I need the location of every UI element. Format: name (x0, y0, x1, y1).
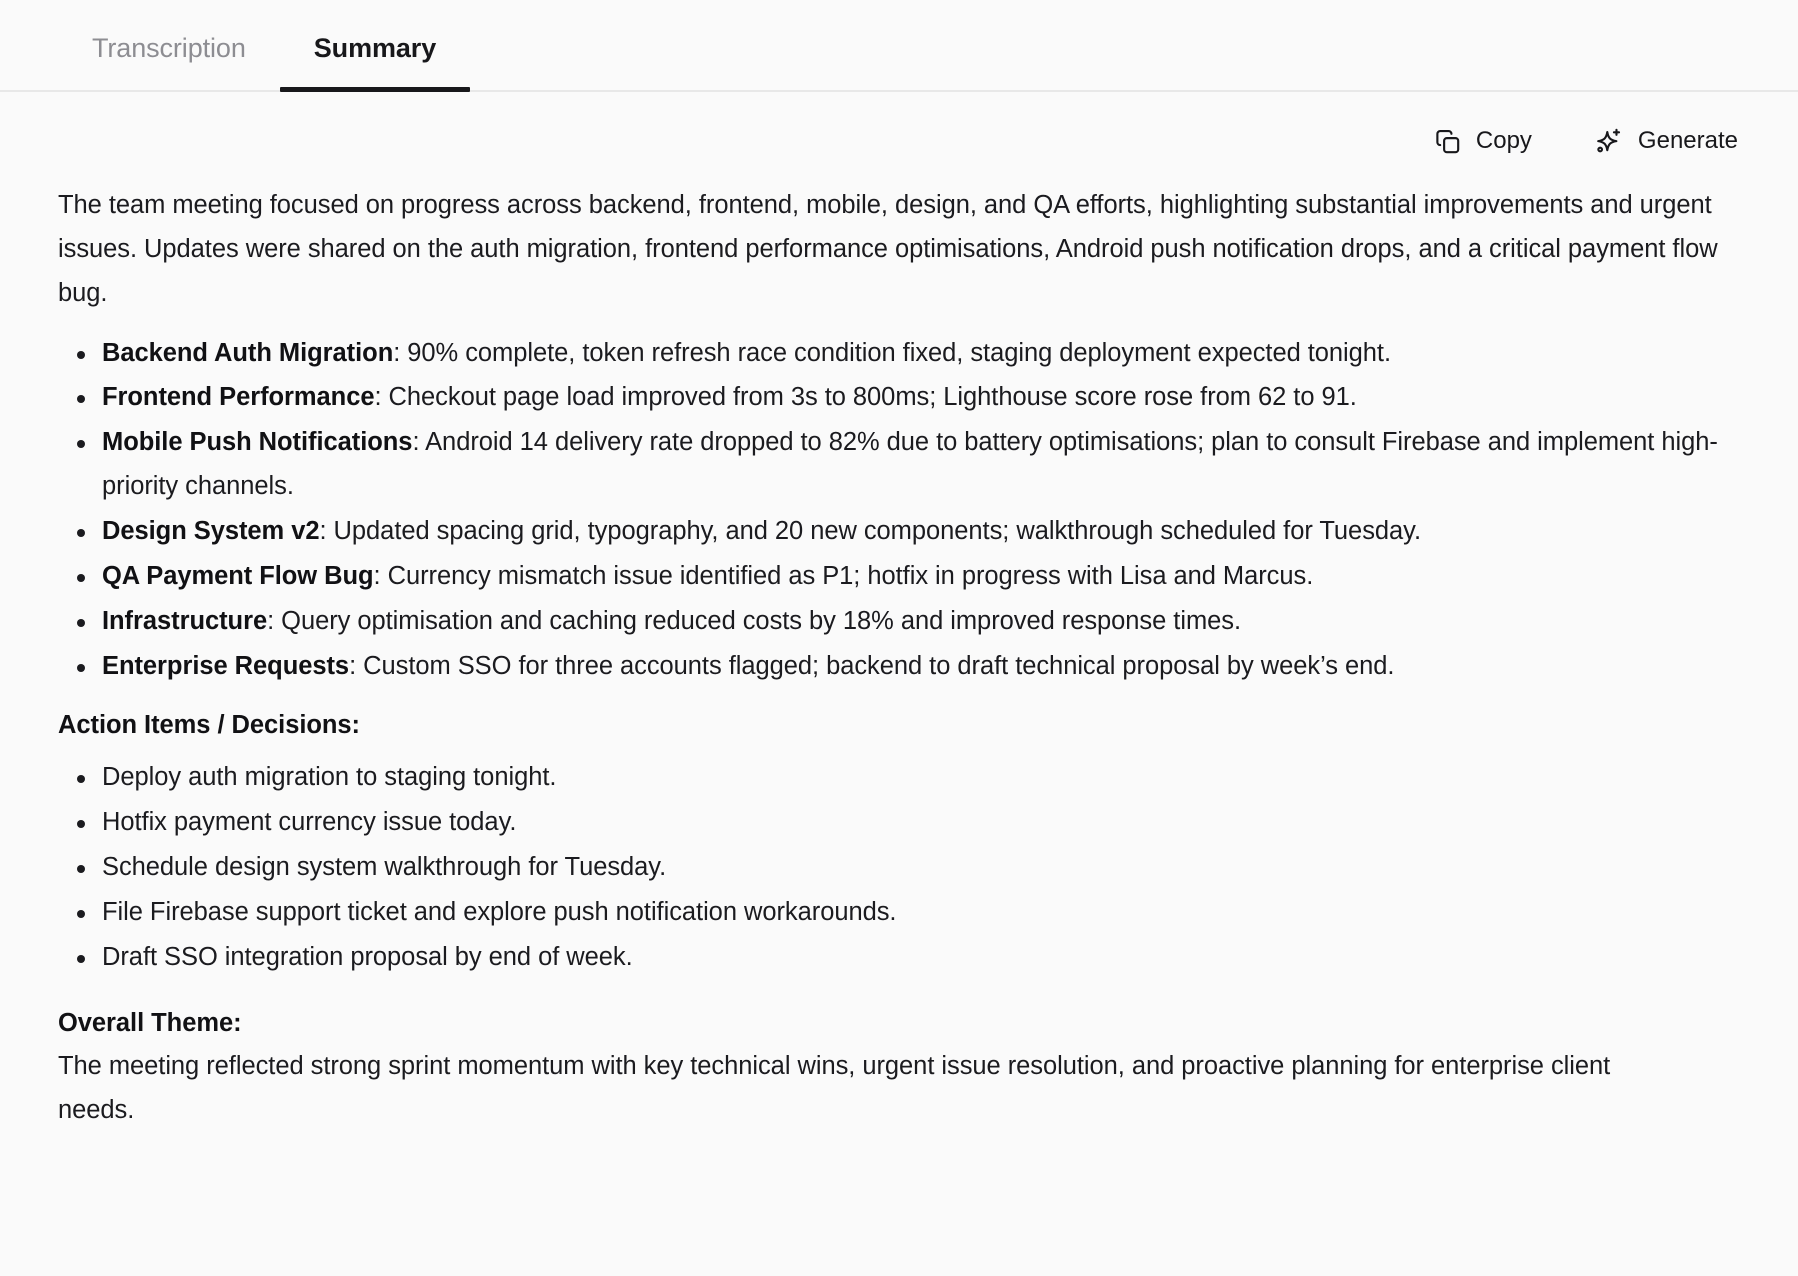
highlight-label: Backend Auth Migration (102, 338, 394, 367)
tab-summary[interactable] (280, 35, 470, 90)
highlight-label: QA Payment Flow Bug (102, 561, 374, 590)
list-item: Deploy auth migration to staging tonight. (58, 756, 1740, 800)
generate-button[interactable] (1592, 123, 1740, 160)
copy-button-label: Copy (1475, 127, 1532, 154)
highlight-text: : Updated spacing grid, typography, and 20 new components; walkthrough scheduled for Tuesday. (319, 517, 1421, 546)
highlights-list (58, 332, 1740, 689)
summary-intro-paragraph: The team meeting focused on progress across backend, frontend, mobile, design, and QA efforts, highlighting substantial improvements and urgent issues. Updates were shared on the auth migration, frontend performance optimisations, Android push notification drops, and a critical payment flow bug. (58, 191, 1718, 307)
generate-button-label: Generate (1637, 127, 1738, 154)
highlight-label: Enterprise Requests (102, 651, 350, 680)
list-item (58, 600, 1740, 644)
highlight-text: : Currency mismatch issue identified as P1; hotfix in progress with Lisa and Marcus. (373, 561, 1314, 590)
highlight-text: : 90% complete, token refresh race condition fixed, staging deployment expected tonight. (393, 338, 1392, 367)
list-item (58, 555, 1740, 599)
highlight-text: : Custom SSO for three accounts flagged; backend to draft technical proposal by week’s end. (349, 651, 1395, 680)
tab-bar (0, 0, 1798, 92)
summary-toolbar (0, 92, 1798, 166)
sparkle-icon (1594, 127, 1623, 156)
tab-transcription[interactable] (58, 35, 280, 90)
copy-button[interactable] (1432, 124, 1534, 159)
list-item (58, 332, 1740, 376)
highlight-text: : Android 14 delivery rate dropped to 82% due to battery optimisations; plan to consult Firebase and implement high-priority channels. (102, 428, 1718, 501)
highlight-label: Frontend Performance (102, 383, 375, 412)
list-item: Schedule design system walkthrough for Tuesday. (58, 846, 1740, 890)
list-item (58, 376, 1740, 420)
highlight-text: : Checkout page load improved from 3s to 800ms; Lighthouse score rose from 62 to 91. (374, 383, 1357, 412)
highlight-text: : Query optimisation and caching reduced costs by 18% and improved response times. (267, 606, 1242, 635)
list-item (58, 510, 1740, 554)
list-item (58, 421, 1740, 509)
highlight-label: Design System v2 (102, 517, 320, 546)
highlight-label: Infrastructure (102, 606, 268, 635)
action-items-heading: Action Items / Decisions: (58, 711, 360, 740)
tab-transcription-label: Transcription (92, 33, 246, 63)
list-item: File Firebase support ticket and explore push notification workarounds. (58, 891, 1740, 935)
overall-theme-heading: Overall Theme: (58, 1008, 242, 1037)
list-item: Draft SSO integration proposal by end of week. (58, 936, 1740, 980)
tab-summary-label: Summary (313, 33, 437, 63)
action-items-list (58, 756, 1740, 979)
overall-theme-paragraph: The meeting reflected strong sprint momentum with key technical wins, urgent issue resolution, and proactive planning for enterprise client needs. (58, 1052, 1611, 1125)
highlight-label: Mobile Push Notifications (102, 428, 413, 457)
list-item: Hotfix payment currency issue today. (58, 801, 1740, 845)
copy-icon (1434, 128, 1461, 155)
summary-content (0, 166, 1798, 1133)
list-item (58, 645, 1740, 689)
